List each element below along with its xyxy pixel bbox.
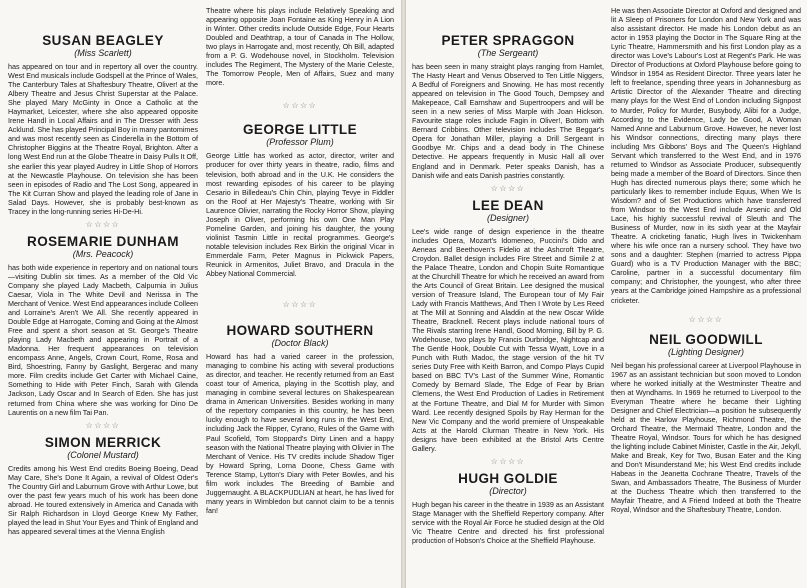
bio-text: Neil began his professional career at Liverpool Playhouse in 1967 as an assistant technician but soon moved to London where he worked initially at the Westminster Theatre and then at Wyndhams. In 1969 he returned to Liverpool to the Everyman Theatre where he became their Lighting Designer and Chief Electrician—a position he subsequently held at the Harlow Playhouse, Richmond Theatre, the Orchard Theatre, the Mermaid Theatre, London and the Theatre Royal, Windsor. Tours for which he has designed the lighting include Cabinet Minister, Castle in the Air, Jekyll, Make and Break, Key for Two, Busan Eater and the King and Don't Misunderstand Me; his West End credits include Habeas in the Jeanetta Cochrane Theatre, Travels of the Swan, and Ambassadors Theatre, The Business of Murder at the Duchess Theatre which then transferred to the Mayfair Theatre, and A Friend Indeed at both the Theatre Royal, Windsor and the Shaftesbury Theatre, London. — [611, 360, 801, 515]
bio-role: (Director) — [489, 485, 527, 496]
bio-text: has both wide experience in repertory and on national tours—visiting Dublin six times. As a member of the Old Vic Company she played Lady Macbeth, Calpurnia in Julius Caesar, Viola in The White Devil and Nerissa in The Merchant of Venice. West End appearances include Colleen and Lorraine's Aren't We All. She recently appeared in Double Edge at Harrogate, Coming and Going at the Almost Free and spent a short season at St. George's Theatre playing Lady Macbeth and appearing in Portrait of a Madonna. Her frequent appearances on television encompass Anne, Angels, Crown Court, Rome, Rosa and Bird, Shoestring, Fanny by Gaslight, Bergerac and many more. Film credits include Get Carter with Michael Caine, Something to Hide with Peter Finch, Sarah with Glenda Jackson, Lady Oscar and In Search of Eden. She has just returned from China where she was working for Dino De Laurentis on a new film Tai Pan. — [8, 262, 198, 417]
bio-role: (Designer) — [486, 212, 529, 223]
left-column-2 — [206, 6, 394, 588]
right-column-2 — [611, 6, 801, 588]
star-separator: ☆☆☆☆ — [85, 219, 121, 229]
bio-role: (Colonel Mustard) — [67, 449, 139, 460]
bio-name: SUSAN BEAGLEY — [42, 33, 164, 48]
bio-role: (Doctor Black) — [271, 338, 329, 349]
bio-text: Hugh began his career in the theatre in 1939 as an Assistant Stage Manager with the Sheffield Repertory company. After service with the Royal Air Force he studied design at the Old Vic Theatre Centre and directed his first professional production of Hobson's Choice at the Sheffield Playhouse. — [412, 499, 604, 545]
bio-simon-merrick-continued — [206, 6, 394, 87]
bio-neil-goodwill — [611, 332, 801, 515]
bio-role: (Miss Scarlett) — [74, 48, 132, 58]
bio-text: Howard has had a varied career in the profession, managing to combine his acting with several productions as director, and teacher. He recently returned from an East coast tour of America, playing in the Scottish play, and managing in combine several lectures on Shakespearean drama in American Universities. Besides working in many of the repertory companies in this country, he has been lucky enough to have several long runs in the West End, including Jack the Ripper, Cyrano, Rules of the Game with Paul Scofield, Tom Stoppard's Dirty Linen and a happy season with the National Theatre playing with Olivier in The Merchant of Venice. His TV credits include Shadow Tiger by Howard Spring, Lorna Doone, Chess Game with Terence Stamp, Lytton's Diary with Peter Bowles, and his film work includes The Breeding of Bambie and Juggernaught. A BLACKPUDLIAN at heart, he has lived for many years in Wimbledon but cannot claim to be a tennis fan! — [206, 352, 394, 515]
bio-name: HOWARD SOUTHERN — [226, 323, 374, 339]
bio-peter-spraggon — [412, 33, 604, 180]
bio-simon-merrick — [8, 435, 198, 536]
right-column-1 — [412, 33, 604, 588]
bio-susan-beagley — [8, 33, 198, 216]
bio-text: Lee's wide range of design experience in the theatre includes Opera, Mozart's Idomeneo, Puccini's Dido and Aeneas and Beethoven's Fidelio at the Ashcroft Theatre, Croydon. Ballet design includes Fire Street and Simile 2 at the Palace Theatre, London and Chopin Suite Romantique at the Churchill Theatre for which he received an award from the Arts Council of Great Britain. Lee designed the musical version of Treasure Island, The European tour of My Fair Lady with Francis Matthews, And Then I Wrote by Les Reed at The Mill at Sonning and Aladdin at the new Oscar Wilde Theatre, Bracknell. Recent plays include national tours of The Rivals starring Irene Handl, Good Morning, Bill by P. G. Wodehouse, two plays by Francis Durbridge, Nightcap and The Gentle Hook, Double Cut with Tessa Wyatt, Love in a Punch with Ruth Madoc, the stage version of the hit TV series Duty Free with Keith Barron, and Compo Plays Cupid based on BBC TV's Last of the Summer Wine, Romantic Comedy by Bernard Slade, The Edge of Fear by Brian Clemens, the West End Production of Ladies in Retirement at the Fortune Theatre, and Dial M for Murder with Simon Ward. Lee recently designed Spoils by Ray Herman for the New Vic Company and the world premiere of Unspeakable Acts at the Harold Clurman Theatre in New York. His designs have been exhibited at the Bristol Arts Centre Gallery. — [412, 226, 604, 453]
right-page — [406, 0, 807, 588]
bio-text: George Little has worked as actor, director, writer and producer for over thirty years in theatre, radio, films and television, both abroad and in the U.K. He considers the most rewarding episodes of his career to be playing Cesario in Billedeau's Chin Chin, playing Tevye in Fiddler on the Roof at Her Majesty's Theatre, working with Sir Laurence Olivier, narrating the Rocky Horror Show, playing Joseph in Oliver, performing his own One Man Play Pomeline Garden, and joining his daughter, the young violinist Tasmin Little in recital programmes. George's notable television includes Rex Birkin the original Vicar in Emmerdale Farm, Peter Magnus in Pickwick Papers, Reunick in Armenitos, Juliet Bravo, and Dracula in the Abbey National Commercial. — [206, 151, 394, 279]
star-separator: ☆☆☆☆ — [282, 300, 318, 310]
bio-name: LEE DEAN — [472, 197, 544, 213]
star-separator: ☆☆☆☆ — [490, 183, 526, 193]
bio-text: has been seen in many straight plays ranging from Hamlet, The Hasty Heart and Venus Observed to Ten Little Niggers, A Bedful of Foreigners and Snowing. He has most recently appeared on television in The Good Touch, Dempsey and Makepeace, Call Earnshaw and Supertroopers and will be seen in a new series of Miss Marple with Joan Hickson. Favourite stage roles include Fagin in Oliver!, Bottom with Bernard Cribbins. Other television includes The Beggar's Opera for Jonathan Miller, playing a Drill Sergeant in Goodbye Mr. Chips and a dead body in The Chinese Detective. He appears frequently in Music Hall all over England and in Denmark. Peter speaks Danish, has a Danish wife and eats Danish pastries constantly. — [412, 62, 604, 180]
bio-name: ROSEMARIE DUNHAM — [27, 233, 179, 249]
bio-text: He was then Associate Director at Oxford and designed and lit A Sleep of Prisoners for London and New York and was also assistant director. He made his London debut as an actor in 1953 playing the Doctor in The Square Ring at the Lyric Theatre, Hammersmith and his first London play as a director was Love's Labour's Lost at Regent's Park. He was Director of Productions at Oxford Playhouse before going to Windsor in 1954 as Resident Director. Three years later he left to freelance, spending three years in Johannesburg as Artistic Director of the Alexander Theatre and directing many plays for the West End of London including Signpost to Murder, Policy for Murder, Busybody, Alibi for a Judge, According to the Evidence, Lady be Good, A Woman Named Anne and Laburnum Grove. However, he never lost his Windsor connections, directing many plays there including Mrs Gibbons' Boys and The Queen's Highland Servant which transferred to the West End, and in 1976 returned to Windsor as Associate Producer, subsequently being made a member of the Board of Directors. Since then Hugh has directed numerous plays there; some which he particularly likes to remember include Equus, When We Is Wisdom? and of Set Productions which have transferred from Windsor to the West End include Arsenic and Old Lace, his highly successful revival of Sleuth and The Business of Murder, now in its sixth year at the Mayfair Theatre. A cricketing fanatic, Hugh lives in Twickenham where his wife once ran a nursery school. They have two sons and a daughter: Stephen (married to actress Pippa Guard) who is a TV Production Manager with the BBC; Caroline, partner in a successful documentary film company; and Christopher, the youngest, who after three years at the Cambridge joined Hampshire as a professional cricketer. — [611, 6, 801, 305]
bio-name: GEORGE LITTLE — [243, 122, 357, 138]
bio-howard-southern — [206, 323, 394, 515]
left-page — [0, 0, 401, 588]
star-separator: ☆☆☆☆ — [490, 456, 526, 466]
bio-rosemarie-dunham — [8, 234, 198, 417]
bio-text: Theatre where his plays include Relatively Speaking and appearing opposite Joan Fontaine as King Henry in A Lion in Winter. Other credits include Outside Edge, Four Hearts Doubled and Deathtrap, a tour of Canada in The Hollow, two plays in Harrogate and, most recently, Oh Bill, adapted from a P. G. Wodehouse novel, in Stockholm. Television includes The Regiment, The Mystery of the Marie Celeste, The Tomorrow People, Men of Affairs, Suez and many more. — [206, 6, 394, 88]
bio-lee-dean — [412, 198, 604, 453]
bio-name: SIMON MERRICK — [44, 434, 162, 450]
bio-name: NEIL GOODWILL — [649, 331, 763, 347]
bio-name: HUGH GOLDIE — [458, 470, 558, 486]
bio-hugh-goldie — [412, 471, 604, 545]
star-separator: ☆☆☆☆ — [85, 420, 121, 430]
star-separator: ☆☆☆☆ — [282, 101, 318, 111]
bio-role: (Mrs. Peacock) — [72, 248, 134, 259]
bio-role: (The Sergeant) — [477, 48, 539, 58]
bio-name: PETER SPRAGGON — [441, 33, 575, 48]
bio-role: (Professor Plum) — [266, 137, 334, 148]
left-column-1 — [8, 33, 198, 588]
bio-text: Credits among his West End credits Boeing Boeing, Dead May Care, She's Done It Again, a revival of Oldest Oder's The Country Girl and Laburnum Grove with Arthur Lowe, but over the past few years much of his work has been done abroad. He toured extensively in America and Canada with Sir Ralph Richardson in Lloyd George Knew My Father, played the lead in Shut Your Eyes and Think of England and has appeared several times at the Vienna English — [8, 463, 198, 536]
bio-role: (Lighting Designer) — [667, 346, 745, 357]
star-separator: ☆☆☆☆ — [688, 314, 724, 324]
bio-text: has appeared on tour and in repertory all over the country. West End musicals include Godspell at the Prince of Wales, The Canterbury Tales at Shaftesbury Theatre, Oliver! at the Albery Theatre and Jesus Christ Superstar at the Palace. She played Mary McGinty in Once a Catholic at the Haymarket, Leicester, where she also appeared opposite Irene Handl in Local Affairs and in The Dresser with Jess Acklund. She has played Principal Boy in many pantomimes and was most recently seen as Cinderella in the Bottom of Christopher Biggins at the Theatre Royal, Brighton. After a long West End run at the Globe Theatre in Daisy Pulls It Off, she earlier this year played Audrey in Little Shop of Horrors at the Newcastle Playhouse. On television she has been seen in episodes of Radio and The Lost Song, appeared in The Kit Curran Show and played the leading role of Jane in Salad Days. However, she is probably best-known as Tracey in the long-running series Hi-De-Hi. — [8, 62, 198, 216]
bio-hugh-goldie-continued — [611, 6, 801, 305]
bio-george-little — [206, 122, 394, 278]
